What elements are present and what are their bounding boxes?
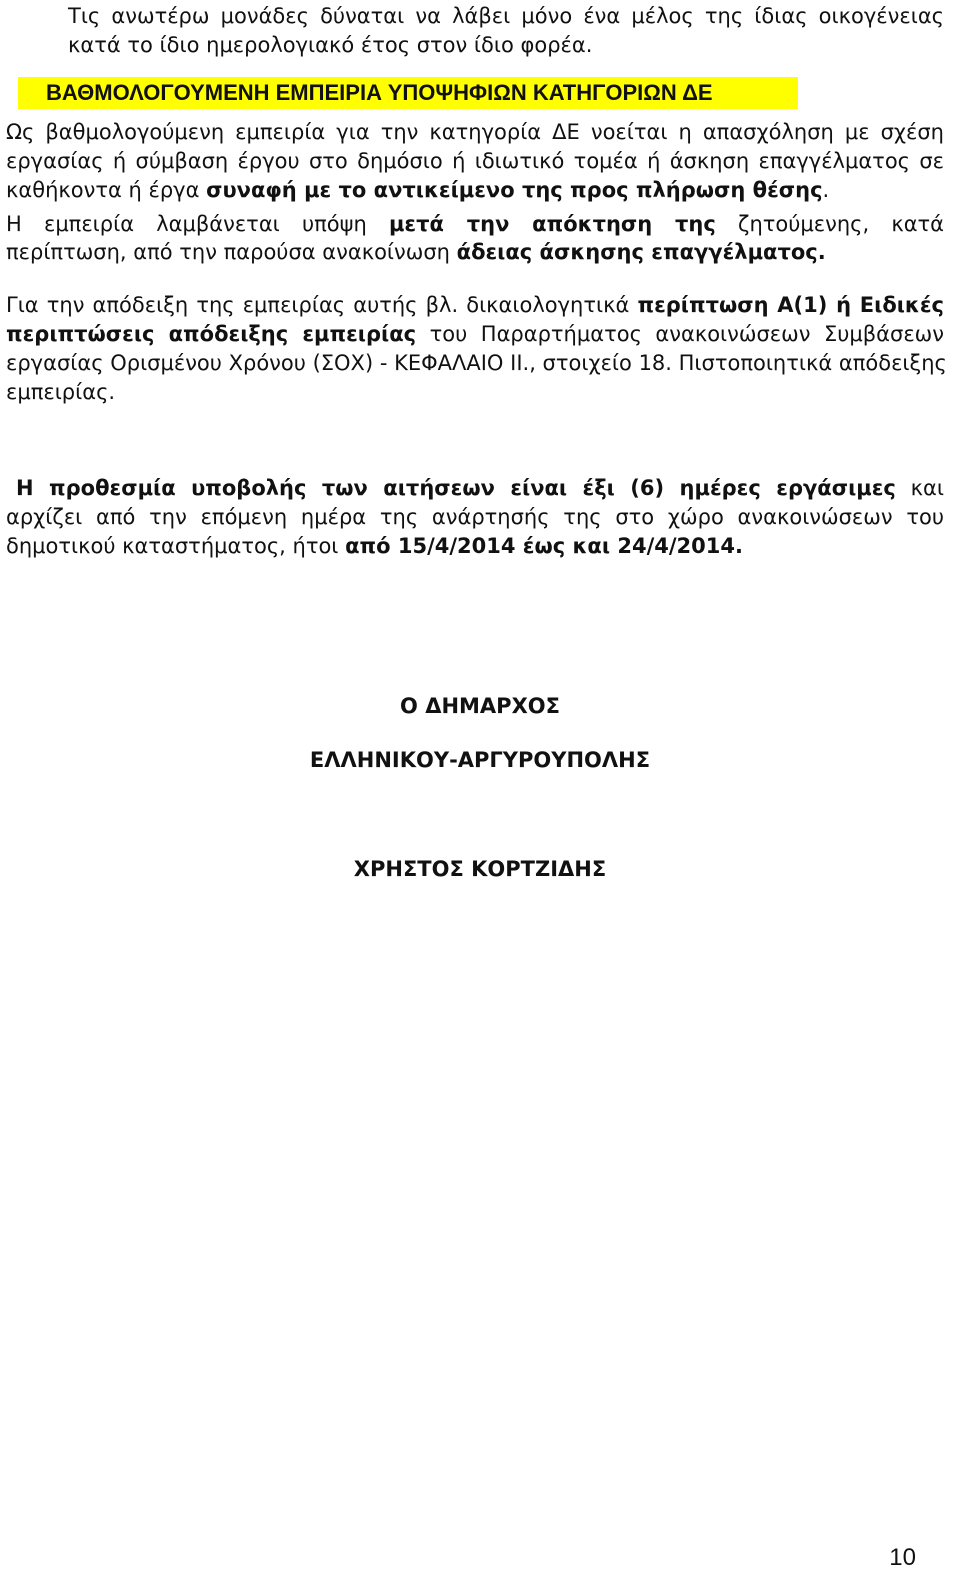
signature-municipality: ΕΛΛΗΝΙΚΟΥ-ΑΡΓΥΡΟΥΠΟΛΗΣ (309, 748, 651, 772)
signature-name: ΧΡΗΣΤΟΣ ΚΟΡΤΖΙΔΗΣ (353, 857, 607, 881)
license-emphasis: άδειας άσκησης επαγγέλματος. (456, 240, 826, 264)
deadline-line-2: αρχίζει από την επόμενη ημέρα της ανάρτησής της στο χώρο ανακοινώσεων του (6, 505, 944, 529)
section-heading: ΒΑΘΜΟΛΟΓΟΥΜΕΝΗ ΕΜΠΕΙΡΙΑ ΥΠΟΨΗΦΙΩΝ ΚΑΤΗΓΟΡΙΩΝ ΔΕ (46, 80, 713, 105)
case-a1-emphasis: περίπτωση Α(1) ή Ειδικές (637, 293, 944, 317)
deadline-line-1: Η προθεσμία υποβολής των αιτήσεων είναι έξι (6) ημέρες εργάσιμες και (16, 476, 944, 500)
signature-title: Ο ΔΗΜΑΡΧΟΣ (400, 694, 560, 718)
after-acquisition-emphasis: μετά την απόκτηση της (388, 212, 716, 236)
deadline-line-3: δημοτικού καταστήματος, ήτοι από 15/4/2014 έως και 24/4/2014. (6, 534, 743, 558)
intro-line-1: Τις ανωτέρω μονάδες δύναται να λάβει μόνο ένα μέλος της ίδιας οικογένειας (68, 4, 944, 28)
experience-line-3: καθήκοντα ή έργα συναφή με το αντικείμενο της προς πλήρωση θέσης. (6, 178, 830, 202)
date-range-emphasis: από 15/4/2014 έως και 24/4/2014. (345, 534, 743, 558)
proof-line-1: Για την απόδειξη της εμπειρίας αυτής βλ. δικαιολογητικά περίπτωση Α(1) ή Ειδικές (6, 293, 944, 317)
special-cases-emphasis: περιπτώσεις απόδειξης εμπειρίας (6, 322, 417, 346)
proof-line-2: περιπτώσεις απόδειξης εμπειρίας του Παραρτήματος ανακοινώσεων Συμβάσεων (6, 322, 944, 346)
experience-line-1: Ως βαθμολογούμενη εμπειρία για την κατηγορία ΔΕ νοείται η απασχόληση με σχέση (6, 120, 944, 144)
page-number: 10 (889, 1544, 916, 1571)
intro-line-2: κατά το ίδιο ημερολογιακό έτος στον ίδιο φορέα. (68, 33, 593, 57)
proof-line-3: εργασίας Ορισμένου Χρόνου (ΣΟΧ) - ΚΕΦΑΛΑΙΟ ΙΙ., στοιχείο 18. Πιστοποιητικά απόδειξης (6, 351, 947, 375)
proof-line-4: εμπειρίας. (6, 380, 116, 404)
license-line-1: Η εμπειρία λαμβάνεται υπόψη μετά την απόκτηση της ζητούμενης, κατά (6, 212, 945, 236)
experience-line-2: εργασίας ή σύμβαση έργου στο δημόσιο ή ιδιωτικό τομέα ή άσκηση επαγγέλματος σε (6, 149, 944, 173)
related-field-emphasis: συναφή με το αντικείμενο της προς πλήρωση θέσης (206, 178, 823, 202)
deadline-emphasis: προθεσμία υποβολής των αιτήσεων είναι έξι (6) ημέρες εργάσιμες (49, 476, 896, 500)
license-line-2: περίπτωση, από την παρούσα ανακοίνωση άδειας άσκησης επαγγέλματος. (6, 240, 826, 264)
